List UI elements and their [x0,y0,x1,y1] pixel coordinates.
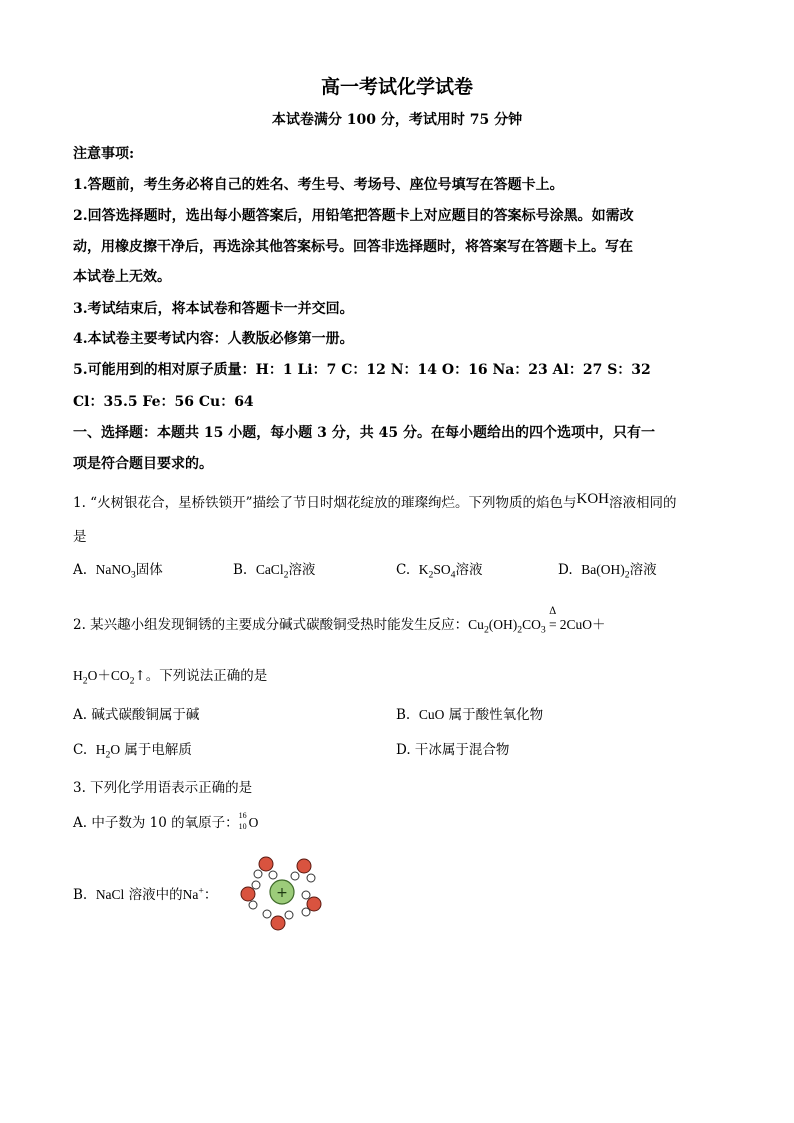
q3-option-a: A. 中子数为 10 的氧原子： 16 10 O [73,810,259,831]
q2-option-c: C. $H_2O$ 属于电解质 [73,742,192,761]
koh-formula: KOH [576,491,609,507]
note-2a: 2.回答选择题时，选出每小题答案后，用铅笔把答题卡上对应题目的答案标号涂黑。如需改 [73,208,634,224]
question-2-stem-cont: $H_2O+CO_2↑$。下列说法正确的是 [73,668,268,687]
question-1-stem: 1. “火树银花合，星桥铁锁开”描绘了节日时烟花绽放的璀璨绚烂。下列物质的焰色与KOH溶液相同的 [73,491,677,511]
page-title: 高一考试化学试卷 [320,76,473,98]
notes-heading: 注意事项: [73,146,135,162]
positive-charge-sign: + [276,885,288,901]
question-1-stem-cont: 是 [73,529,87,545]
q1-option-d: D. $Ba(OH)_2$溶液 [558,562,657,581]
q3-option-b: B. NaCl 溶液中的Na+： [73,885,218,903]
page-subtitle: 本试卷满分 100 分，考试用时 75 分钟 [271,112,523,128]
q2-option-b: B. CuO 属于酸性氧化物 [396,707,544,723]
note-4: 4.本试卷主要考试内容：人教版必修第一册。 [73,331,354,347]
question-2-stem: 2. 某兴趣小组发现铜锈的主要成分碱式碳酸铜受热时能发生反应：$Cu_2(OH)_2CO_3$ Δ = 2CuO＋ [73,606,606,636]
heat-equals-sign: Δ = [548,606,557,632]
hydrated-sodium-ion-diagram [236,852,328,934]
section-1-heading-cont: 项是符合题目要求的。 [73,456,213,472]
section-1-heading: 一、选择题：本题共 15 小题，每小题 3 分，共 45 分。在每小题给出的四个选项中，只有一 [73,425,655,441]
q2-option-d: D. 干冰属于混合物 [396,742,510,758]
water-molecule [254,857,277,879]
note-5a: 5.可能用到的相对原子质量：H：1 Li：7 C：12 N：14 O：16 Na：23 Al：27 S：32 [73,362,651,378]
q1-option-a: A. NaNO$_3$固体 [73,562,163,581]
question-3-stem: 3. 下列化学用语表示正确的是 [73,780,253,796]
water-molecule [302,891,321,916]
q1-option-b: B. CaCl$_2$溶液 [233,562,316,581]
note-2b: 动，用橡皮擦干净后，再选涂其他答案标号。回答非选择题时，将答案写在答题卡上。写在 [73,239,633,255]
water-molecule [241,881,260,909]
note-1: 1.答题前，考生务必将自己的姓名、考生号、考场号、座位号填写在答题卡上。 [73,177,564,193]
q1-option-c: C. $K_2SO_4$溶液 [396,562,483,581]
water-molecule [291,859,315,882]
note-3: 3.考试结束后，将本试卷和答题卡一并交回。 [73,301,354,317]
note-2c: 本试卷上无效。 [73,269,171,285]
water-molecule [263,910,293,930]
note-5b: Cl：35.5 Fe：56 Cu：64 [73,394,254,410]
nuclide-notation: 16 10 [238,810,247,831]
q2-option-a: A. 碱式碳酸铜属于碱 [73,707,200,723]
